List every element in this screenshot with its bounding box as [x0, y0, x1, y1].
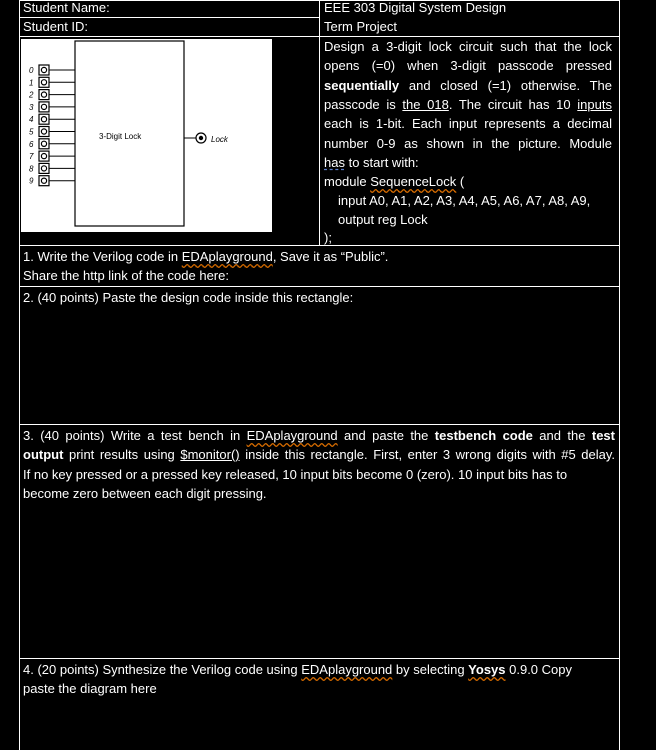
input-label-6: 6 [29, 139, 34, 149]
inputs-emphasis: inputs [577, 97, 612, 112]
lock-circuit-diagram [21, 39, 272, 232]
description-line-3 [324, 76, 612, 95]
passcode-value: the 018 [402, 97, 449, 112]
q3-monitor: $monitor() [180, 447, 240, 463]
input-key-5 [39, 127, 49, 137]
description-line-4-mid: . The circuit has 10 [448, 97, 578, 112]
input-label-2: 2 [29, 90, 34, 100]
q3-part-d: print results using [63, 447, 181, 463]
output-terminal-inner [199, 136, 203, 140]
q4-suffix: 0.9.0 Copy [505, 662, 573, 677]
q3-testbench-code: testbench code [434, 428, 533, 443]
q3-part-a: 3. (40 points) Write a test bench in [23, 428, 247, 443]
input-key-6 [39, 139, 49, 149]
input-key-8 [39, 163, 49, 173]
input-key-0 [39, 65, 49, 75]
input-key-4 [39, 114, 49, 124]
description-line-4 [324, 95, 612, 114]
course-title: EEE 303 Digital System Design [324, 0, 507, 15]
description-line-5: each is 1-bit. Each input represents a decimal [324, 116, 612, 131]
q4-yosys: Yosys [468, 662, 506, 677]
input-label-0: 0 [29, 66, 34, 75]
description-line-3-rest: and closed (=1) otherwise. The [399, 78, 612, 93]
design-code-area[interactable] [20, 306, 619, 424]
code-line-4: ); [324, 230, 332, 245]
module-keyword: module [324, 174, 371, 189]
description-line-7 [324, 153, 612, 172]
table-border-right [619, 0, 620, 750]
module-name: SequenceLock [370, 174, 457, 189]
q3-part-b: and paste the [337, 428, 435, 443]
question-4-line-2: paste the diagram here [23, 681, 157, 696]
column-divider [319, 0, 320, 246]
input-key-2 [39, 90, 49, 100]
question-3-line-4: become zero between each digit pressing. [23, 486, 267, 502]
input-label-3: 3 [29, 102, 34, 112]
input-key-7 [39, 151, 49, 161]
description-line-7-rest: to start with: [344, 155, 419, 170]
input-keys [28, 65, 75, 186]
sequentially-emphasis: sequentially [324, 78, 400, 93]
q4-tool: EDAplayground [301, 662, 393, 677]
edaplayground-link-text: EDAplayground [181, 249, 273, 264]
input-label-7: 7 [29, 152, 34, 162]
input-label-4: 4 [29, 115, 34, 125]
input-key-3 [39, 102, 49, 112]
open-paren: ( [456, 174, 465, 189]
row-divider-6 [19, 658, 619, 659]
row-divider-5 [19, 424, 619, 425]
lock-block-label: 3-Digit Lock [99, 132, 142, 141]
input-key-1 [39, 77, 49, 87]
q3-part-c: and the [532, 428, 592, 443]
question-1-line-1 [23, 247, 388, 266]
question-3-line-3: If no key pressed or a pressed key released, 10 input bits become 0 (zero). 10 input bits has to [23, 466, 568, 482]
passcode-intro: passcode is [324, 97, 403, 112]
input-key-9 [39, 176, 49, 186]
project-title: Term Project [324, 19, 397, 34]
question-1-suffix: , Save it as “Public”. [272, 249, 389, 264]
description-line-6: number 0-9 as shown in the picture. Module [324, 136, 612, 151]
code-line-3: output reg Lock [338, 212, 428, 227]
question-3-line-2 [23, 445, 615, 464]
diagram-area[interactable] [20, 700, 619, 750]
question-2-text: 2. (40 points) Paste the design code inside this rectangle: [23, 290, 354, 305]
input-label-5: 5 [29, 127, 34, 137]
lock-circuit-figure [21, 39, 272, 232]
student-name-label: Student Name: [23, 0, 110, 15]
q3-part-e: inside this rectangle. First, enter 3 wrong digits with #5 delay. [239, 447, 615, 463]
q3-output: output [23, 447, 64, 463]
code-line-1 [324, 172, 464, 191]
question-4-line-1 [23, 660, 572, 679]
q3-test: test [591, 428, 615, 443]
q3-tool: EDAplayground [246, 428, 338, 443]
question-3-text [23, 426, 615, 504]
input-label-8: 8 [29, 164, 34, 174]
q4-mid: by selecting [392, 662, 469, 677]
has-word: has [324, 155, 345, 170]
row-divider-4 [19, 286, 619, 287]
input-label-9: 9 [29, 176, 34, 186]
code-line-2: input A0, A1, A2, A3, A4, A5, A6, A7, A8, A9, [338, 193, 591, 208]
question-1-text: 1. Write the Verilog code in [23, 249, 182, 264]
testbench-area[interactable] [20, 505, 619, 658]
description-line-1: Design a 3-digit lock circuit such that the lock [324, 39, 612, 54]
description-line-2: opens (=0) when 3-digit passcode pressed [324, 58, 612, 73]
student-id-label: Student ID: [23, 19, 89, 34]
q4-prefix: 4. (20 points) Synthesize the Verilog code using [23, 662, 302, 677]
input-label-1: 1 [29, 78, 34, 88]
question-3-line-1 [23, 426, 615, 445]
question-1-line-2: Share the http link of the code here: [23, 268, 229, 283]
output-label: Lock [211, 135, 228, 144]
